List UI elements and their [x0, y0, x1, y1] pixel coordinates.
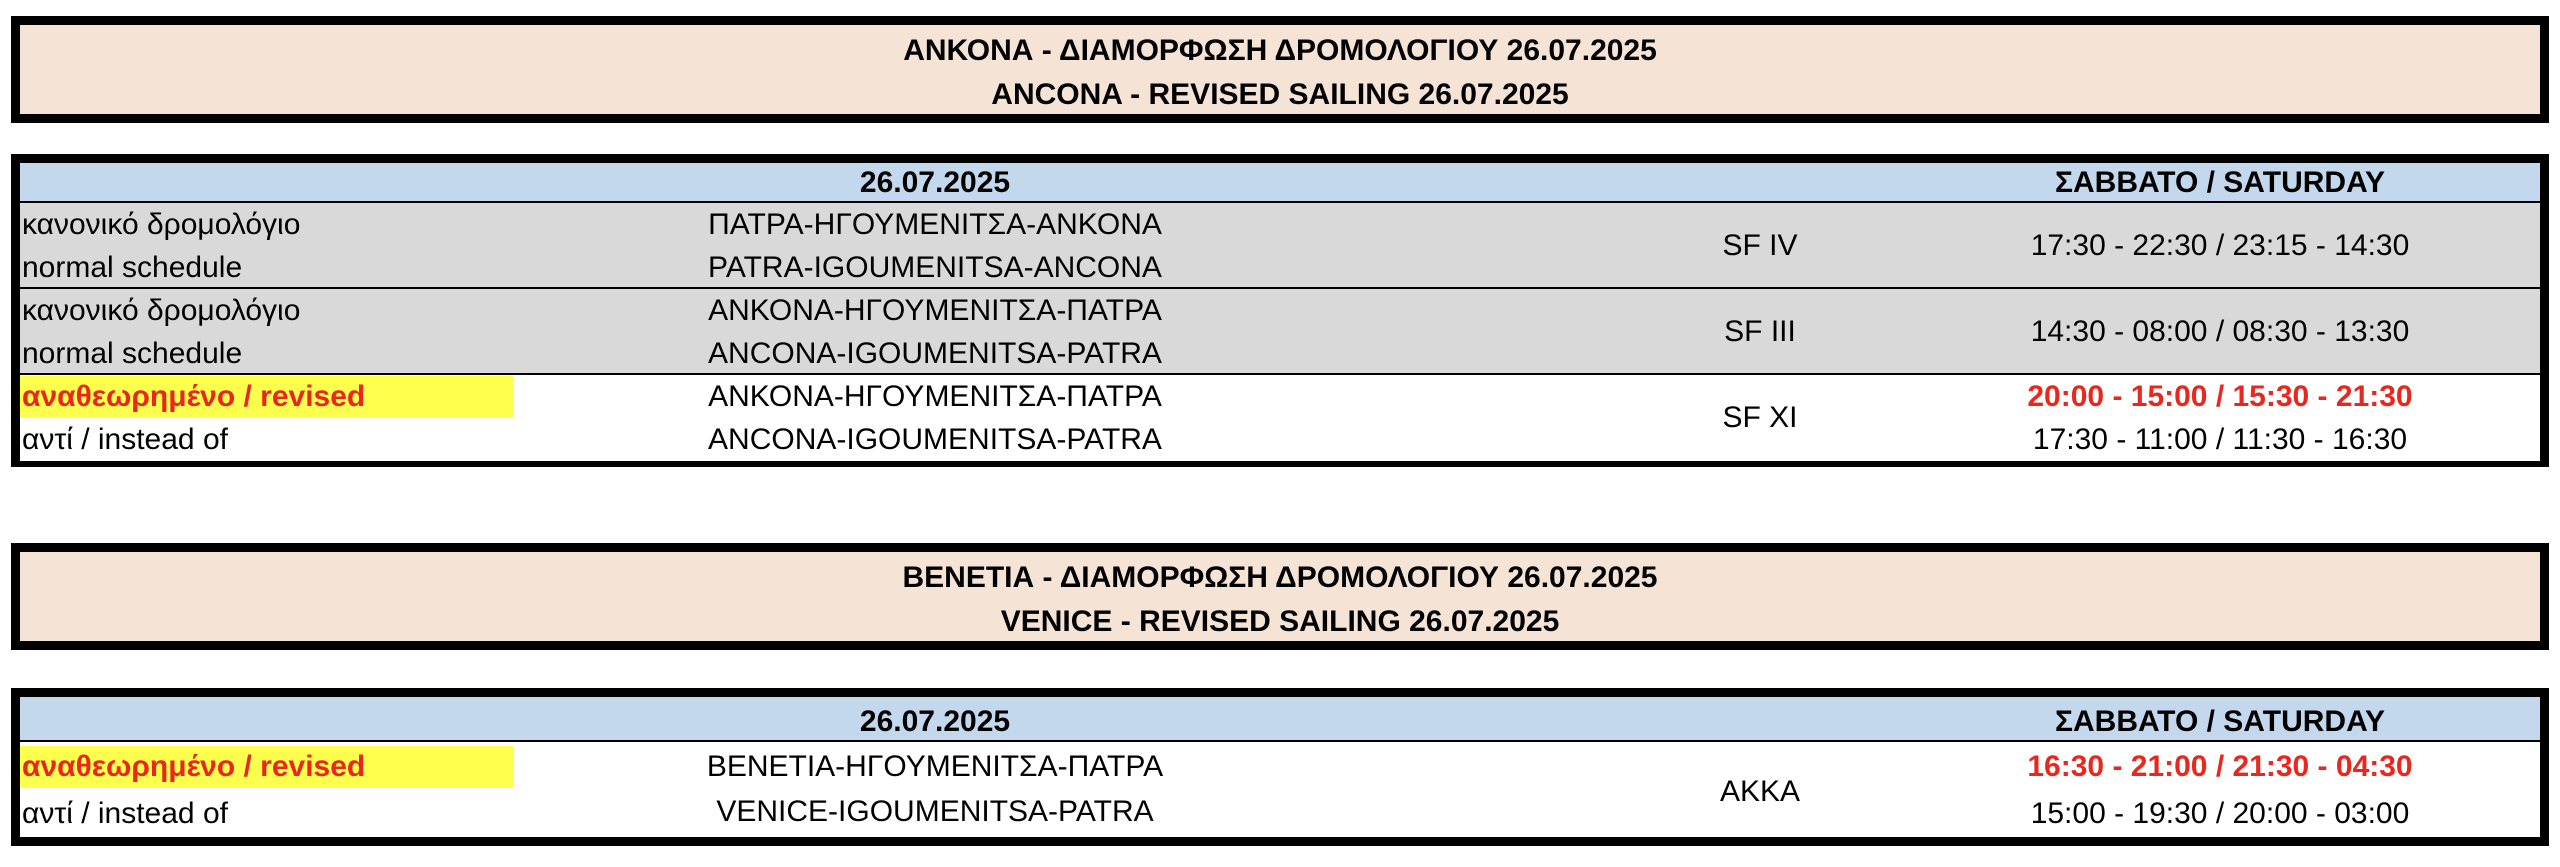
- ship-name: AKKA: [1719, 775, 1801, 808]
- row-label-greek: κανονικό δρομολόγιο: [22, 294, 301, 327]
- table-row: [20, 203, 2540, 289]
- route-english: ANCONA-IGOUMENITSA-PATRA: [708, 337, 1162, 370]
- ship-name: SF III: [1724, 315, 1796, 348]
- route-greek: ΑΝΚΟΝΑ-ΗΓΟΥΜΕΝΙΤΣΑ-ΠΑΤΡΑ: [708, 380, 1162, 413]
- row-label-english: normal schedule: [22, 251, 243, 284]
- venice-table-header: [20, 697, 2540, 742]
- ship-name: SF XI: [1722, 401, 1798, 434]
- revised-time: 16:30 - 21:00 / 21:30 - 04:30: [2027, 750, 2413, 783]
- instead-of-label: αντί / instead of: [22, 423, 228, 456]
- original-time: 15:00 - 19:30 / 20:00 - 03:00: [2030, 797, 2410, 830]
- ancona-header-date: 26.07.2025: [859, 166, 1011, 199]
- revised-label: αναθεωρημένο / revised: [22, 750, 366, 783]
- venice-header-date: 26.07.2025: [859, 705, 1011, 738]
- venice-schedule-table: [11, 688, 2549, 846]
- row-label-greek: κανονικό δρομολόγιο: [22, 208, 301, 241]
- revised-label: αναθεωρημένο / revised: [22, 380, 366, 413]
- table-row-revised: [20, 742, 2540, 837]
- venice-header-day: ΣΑΒΒΑΤΟ / SATURDAY: [2055, 705, 2385, 738]
- table-row: [20, 289, 2540, 375]
- ancona-title-english: ANCONA - REVISED SAILING 26.07.2025: [991, 78, 1569, 111]
- venice-title-english: VENICE - REVISED SAILING 26.07.2025: [1000, 605, 1560, 638]
- schedule-time: 14:30 - 08:00 / 08:30 - 13:30: [2030, 315, 2410, 348]
- instead-of-label: αντί / instead of: [22, 797, 228, 830]
- route-greek: ΠΑΤΡΑ-ΗΓΟΥΜΕΝΙΤΣΑ-ΑΝΚΟΝΑ: [708, 208, 1162, 241]
- table-row-revised: [20, 375, 2540, 461]
- route-greek: ΑΝΚΟΝΑ-ΗΓΟΥΜΕΝΙΤΣΑ-ΠΑΤΡΑ: [708, 294, 1162, 327]
- ancona-title-box: [11, 16, 2549, 123]
- original-time: 17:30 - 11:00 / 11:30 - 16:30: [2032, 423, 2408, 456]
- ancona-title-greek: ΑΝΚΟΝΑ - ΔΙΑΜΟΡΦΩΣΗ ΔΡΟΜΟΛΟΓΙΟΥ 26.07.2025: [903, 34, 1657, 67]
- schedule-time: 17:30 - 22:30 / 23:15 - 14:30: [2030, 229, 2410, 262]
- route-english: VENICE-IGOUMENITSA-PATRA: [716, 795, 1154, 828]
- ancona-header-day: ΣΑΒΒΑΤΟ / SATURDAY: [2055, 166, 2385, 199]
- revised-time: 20:00 - 15:00 / 15:30 - 21:30: [2027, 380, 2413, 413]
- row-label-english: normal schedule: [22, 337, 243, 370]
- route-english: PATRA-IGOUMENITSA-ANCONA: [708, 251, 1162, 284]
- venice-title-greek: ΒΕΝΕΤΙΑ - ΔΙΑΜΟΡΦΩΣΗ ΔΡΟΜΟΛΟΓΙΟΥ 26.07.2025: [902, 561, 1658, 594]
- route-greek: ΒΕΝΕΤΙΑ-ΗΓΟΥΜΕΝΙΤΣΑ-ΠΑΤΡΑ: [706, 750, 1164, 783]
- route-english: ANCONA-IGOUMENITSA-PATRA: [708, 423, 1162, 456]
- venice-title-box: [11, 543, 2549, 650]
- ancona-table-header: [20, 163, 2540, 203]
- ancona-schedule-table: [11, 154, 2549, 467]
- ship-name: SF IV: [1722, 229, 1798, 262]
